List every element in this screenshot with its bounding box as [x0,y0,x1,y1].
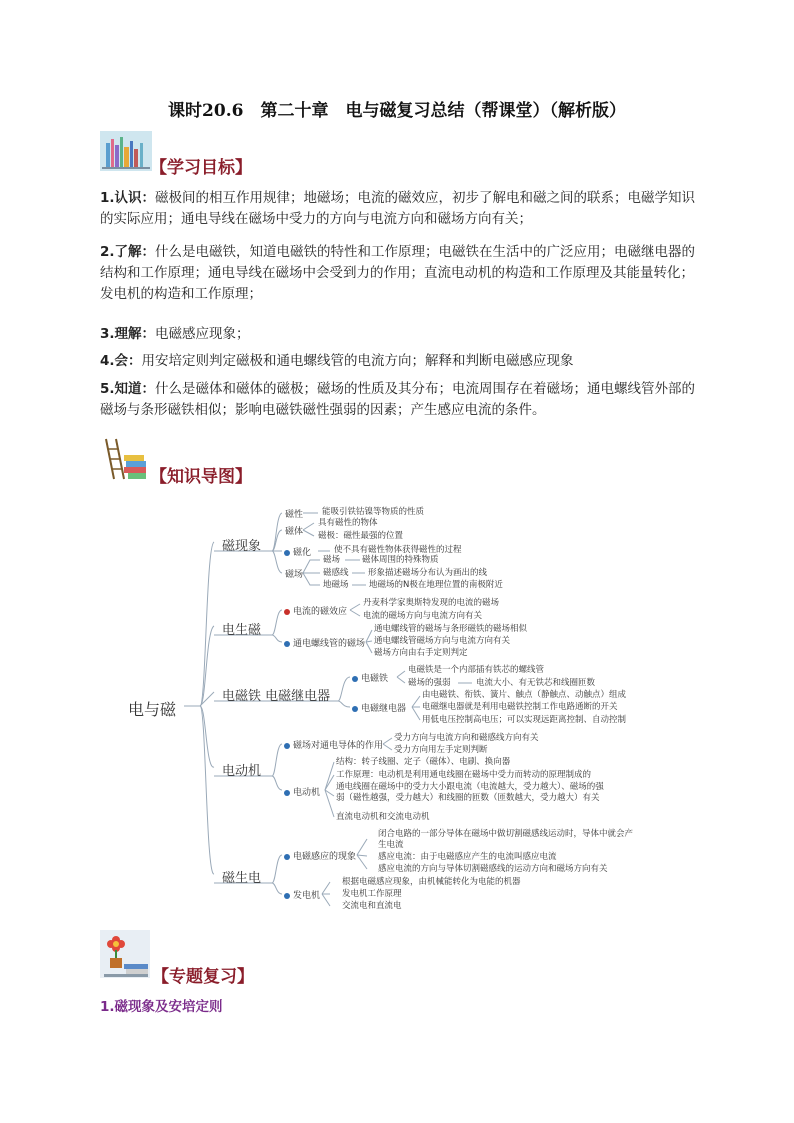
note: 通电线圈在磁场中的受力大小跟电流（电流越大，受力越大）、磁场的强弱（磁性越强，受力越大）和线圈的匝数（匝数越大，受力越大）有关 [336,782,604,803]
bullet-icon [284,609,290,615]
bullet-icon [284,550,290,556]
branch-motor: 电动机 [222,764,262,779]
node-motor: 电动机 [284,785,320,798]
node-generator: 发电机 [284,888,320,901]
note: 感应电流的方向与导体切割磁感线的运动方向和磁场方向有关 [378,864,608,874]
note: 结构：转子线圈、定子（磁体）、电刷、换向器 [336,757,511,767]
bullet-icon [284,641,290,647]
node-sub: 磁场的强弱 [408,678,451,688]
node-relay: 电磁继电器 [352,701,406,714]
branch-magnetism-to-electricity: 磁生电 [222,871,262,886]
review-heading: 【专题复习】 [152,967,254,987]
objective-label: 3.理解： [100,326,156,342]
objective-text: 电磁感应现象； [155,326,250,342]
page-title: 课时20.6 第二十章 电与磁复习总结（帮课堂）（解析版） [168,101,626,121]
node-magnetism: 磁性 [285,510,304,520]
note: 感应电流：由于电磁感应产生的电流叫感应电流 [378,852,557,862]
note: 发电机工作原理 [342,889,402,899]
mindmap-heading: 【知识导图】 [150,467,252,487]
note: 丹麦科学家奥斯特发现的电流的磁场 [363,598,500,608]
note: 用低电压控制高电压；可以实现远距离控制、自动控制 [422,715,627,725]
objective-text: 什么是电磁铁，知道电磁铁的特性和工作原理；电磁铁在生活中的广泛应用；电磁继电器的结构和工作原理；通电导线在磁场中会受到力的作用；直流电动机的构造和工作原理及其能量转化；发电机的构造和工作原理； [100,244,696,302]
objective-text: 用安培定则判定磁极和通电螺线管的电流方向；解释和判断电磁感应现象 [141,353,574,369]
objective-label: 5.知道： [100,381,156,397]
note: 形象描述磁场分布认为画出的线 [368,568,488,578]
note: 由电磁铁、衔铁、簧片、触点（静触点、动触点）组成 [422,690,627,700]
note: 直流电动机和交流电动机 [336,812,430,822]
bullet-icon [284,790,290,796]
branch-electricity-to-magnetism: 电生磁 [222,623,262,638]
node-magnetization: 磁化 [284,545,311,558]
objective-label: 1.认识： [100,190,156,206]
mindmap-root: 电与磁 [128,700,177,719]
node-electromagnet: 电磁铁 [352,671,388,684]
note: 具有磁性的物体 [318,518,378,528]
bullet-icon [284,893,290,899]
node-solenoid-field: 通电螺线管的磁场 [284,636,365,649]
note: 根据电磁感应现象，由机械能转化为电能的机器 [342,877,521,887]
note: 受力方向与电流方向和磁感线方向有关 [394,733,539,743]
flower-books-icon [100,930,150,978]
branch-magnetic-phenomena: 磁现象 [222,539,262,554]
note: 地磁场的N极在地理位置的南极附近 [369,580,503,590]
objective-label: 4.会： [100,353,142,369]
branch-electromagnet-relay: 电磁铁 电磁继电器 [222,689,331,704]
note: 磁极：磁性最强的位置 [318,531,404,541]
note: 工作原理：电动机是利用通电线圈在磁场中受力而转动的原理制成的 [336,770,592,780]
note: 交流电和直流电 [342,901,402,911]
note: 能吸引铁钴镍等物质的性质 [322,507,425,517]
objective-text: 什么是磁体和磁体的磁极；磁场的性质及其分布；电流周围存在着磁场；通电螺线管外部的磁场与条形磁铁相似；影响电磁铁磁性强弱的因素；产生感应电流的条件。 [100,381,696,418]
bullet-icon [284,743,290,749]
node-sub: 地磁场 [323,580,349,590]
objective-label: 2.了解： [100,244,156,260]
note: 电流大小、有无铁芯和线圈匝数 [476,678,596,688]
note: 电磁铁是一个内部插有铁芯的螺线管 [408,665,545,675]
bullet-icon [284,854,290,860]
objectives-heading: 【学习目标】 [150,158,252,178]
bullet-icon [352,706,358,712]
objective-text: 磁极间的相互作用规律；地磁场；电流的磁效应，初步了解电和磁之间的联系；电磁学知识的实际应用；通电导线在磁场中受力的方向与电流方向和磁场方向有关； [100,190,696,227]
note: 电流的磁场方向与电流方向有关 [363,611,483,621]
node-sub: 磁场 [323,555,341,565]
review-item-1: 1.磁现象及安培定则 [100,999,223,1015]
note: 闭合电路的一部分导体在磁场中做切割磁感线运动时，导体中就会产生电流 [378,829,634,850]
node-sub: 磁感线 [323,568,349,578]
node-current-magnetic-effect: 电流的磁效应 [284,604,347,617]
node-electromagnetic-induction: 电磁感应的现象 [284,849,356,862]
note: 受力方向用左手定则判断 [394,745,488,755]
note: 磁体周围的特殊物质 [362,555,439,565]
note: 电磁继电器就是利用电磁铁控制工作电路通断的开关 [422,702,618,712]
node-magnet: 磁体 [285,527,304,537]
note: 使不具有磁性物体获得磁性的过程 [334,545,462,555]
note: 通电螺线管的磁场与条形磁铁的磁场相似 [374,624,528,634]
note: 磁场方向由右手定则判定 [374,648,468,658]
node-magnetic-field: 磁场 [285,570,304,580]
note: 通电螺线管磁场方向与电流方向有关 [374,636,511,646]
node-force-on-conductor: 磁场对通电导体的作用 [284,738,383,751]
bullet-icon [352,676,358,682]
